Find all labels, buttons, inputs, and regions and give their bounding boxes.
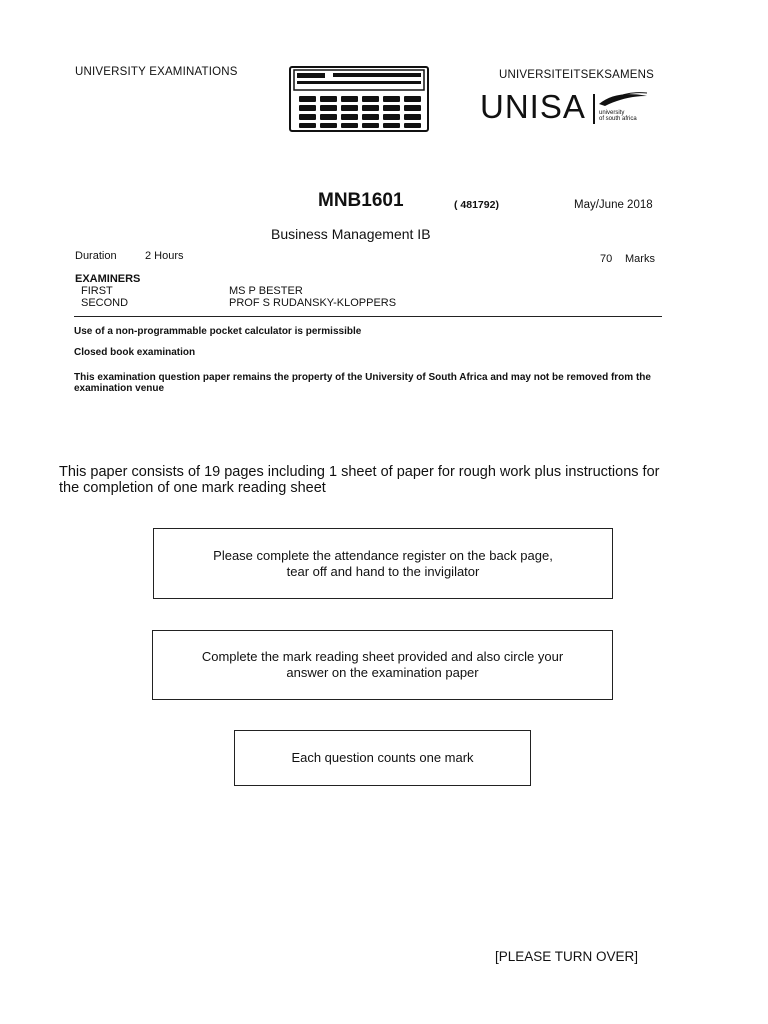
calculator-note: Use of a non-programmable pocket calculator is permissible (74, 326, 362, 337)
subject-title: Business Management IB (271, 226, 431, 242)
first-examiner-name: MS P BESTER (229, 285, 303, 297)
duration-value: 2 Hours (145, 250, 184, 262)
each-question-box (234, 730, 531, 786)
mark-sheet-line-2: answer on the examination paper (286, 665, 479, 680)
second-examiner-name: PROF S RUDANSKY-KLOPPERS (229, 297, 397, 309)
logo-divider (593, 94, 595, 124)
attendance-box (153, 528, 613, 599)
divider-line (74, 316, 662, 317)
logo-tagline (599, 110, 637, 122)
paper-intro: This paper consists of 19 pages including 1 sheet of paper for rough work plus instructions for the completion of one mark reading sheet (59, 464, 660, 496)
exam-session: May/June 2018 (574, 199, 653, 211)
header-left-text: UNIVERSITY EXAMINATIONS (75, 66, 238, 78)
first-examiner-label: FIRST (81, 285, 113, 297)
attendance-line-2: tear off and hand to the invigilator (286, 563, 480, 579)
unisa-logo (480, 88, 650, 128)
turn-over-text: [PLEASE TURN OVER] (495, 949, 639, 964)
examiners-heading: EXAMINERS (75, 273, 141, 285)
unisa-wordmark: UNISA (480, 88, 586, 125)
mark-sheet-line-1: Complete the mark reading sheet provided and also circle your (201, 649, 564, 664)
attendance-line-1: Please complete the attendance register on the back page, (213, 547, 553, 563)
mark-sheet-box (152, 630, 613, 700)
header-right-text: UNIVERSITEITSEKSAMENS (499, 69, 655, 81)
calculator-icon (289, 66, 429, 132)
marks-label: Marks (625, 253, 655, 265)
paper-code: ( 481792) (454, 199, 499, 211)
logo-tagline-line1: university (599, 110, 625, 116)
duration-label: Duration (75, 250, 117, 262)
logo-tagline-line2: of south africa (599, 116, 637, 122)
closed-book-note: Closed book examination (74, 347, 196, 358)
wing-icon (597, 90, 649, 108)
course-code: MNB1601 (318, 190, 404, 211)
property-note: This examination question paper remains the property of the University of South Africa and may not be removed from the examination venue (74, 372, 651, 394)
second-examiner-label: SECOND (81, 297, 129, 309)
marks-value: 70 (600, 253, 613, 265)
each-question-text: Each question counts one mark (291, 750, 474, 765)
